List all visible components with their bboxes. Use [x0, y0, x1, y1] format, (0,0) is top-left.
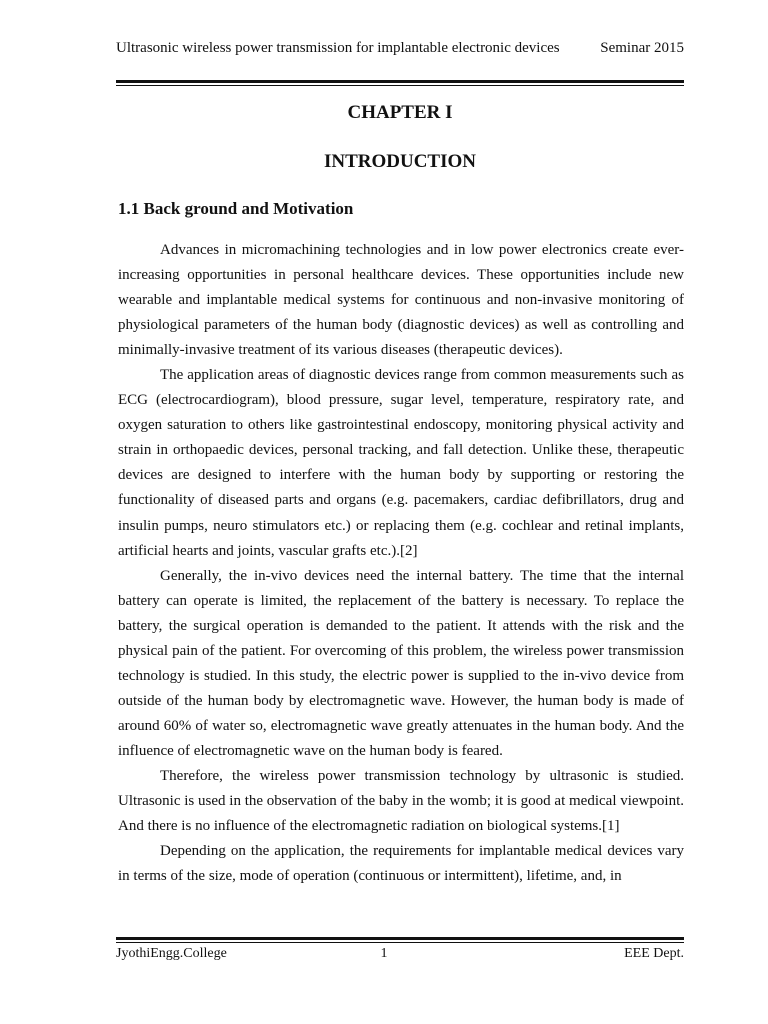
paragraph: Generally, the in-vivo devices need the internal battery. The time that the internal battery can operate is limited, the replacement of the battery is necessary. To replace the battery, the surgical operation is demanded to the patient. It attends with the risk and the physical pain of the patient. For overcoming of this problem, the wireless power transmission technology is studied. In this study, the electric power is supplied to the in-vivo device from outside of the human body by electromagnetic wave. However, the human body is made of around 60% of water so, electromagnetic wave greatly attenuates in the human body. And the influence of electromagnetic wave on the human body is feared.: [118, 567, 684, 759]
paragraph: Therefore, the wireless power transmission technology by ultrasonic is studied. Ultrasonic is used in the observation of the baby in the womb; it is good at medical viewpoint. And there is no influence of the electromagnetic radiation on biological systems.[1]: [118, 767, 684, 835]
body-text: [118, 238, 684, 889]
paragraph: The application areas of diagnostic devices range from common measurements such as ECG (electrocardiogram), blood pressure, sugar level, temperature, respiratory rate, and oxygen saturation to others like gastrointestinal endoscopy, monitoring physical activity and strain in orthopaedic devices, personal tracking, and fall detection. Unlike these, therapeutic devices are designed to interfere with the human body by supporting or restoring the functionality of diseased parts and organs (e.g. pacemakers, cardiac defibrillators, drug and insulin pumps, neuro stimulators etc.) or replacing them (e.g. cochlear and retinal implants, artificial hearts and joints, vascular grafts etc.).[2]: [118, 367, 684, 559]
footer-department: EEE Dept.: [624, 946, 684, 961]
header-seminar: Seminar 2015: [600, 40, 684, 56]
chapter-number: CHAPTER I: [347, 102, 453, 123]
paragraph: Depending on the application, the requirements for implantable medical devices vary in terms of the size, mode of operation (continuous or intermittent), lifetime, and, in: [118, 843, 684, 885]
page-header: [116, 40, 684, 57]
page-footer: [116, 946, 684, 962]
header-title: Ultrasonic wireless power transmission for implantable electronic devices: [116, 40, 560, 56]
header-rule: [116, 80, 684, 86]
section-heading: 1.1 Back ground and Motivation: [118, 199, 354, 218]
footer-college: JyothiEngg.College: [116, 946, 227, 961]
chapter-title: INTRODUCTION: [323, 151, 477, 172]
page-number: 1: [380, 946, 388, 961]
paragraph: Advances in micromachining technologies and in low power electronics create ever-increasing opportunities in personal healthcare devices. These opportunities include new wearable and implantable medical systems for continuous and non-invasive monitoring of physiological parameters of the human body (diagnostic devices) as well as controlling and minimally-invasive treatment of its various diseases (therapeutic devices).: [118, 242, 684, 359]
footer-rule: [116, 937, 684, 943]
